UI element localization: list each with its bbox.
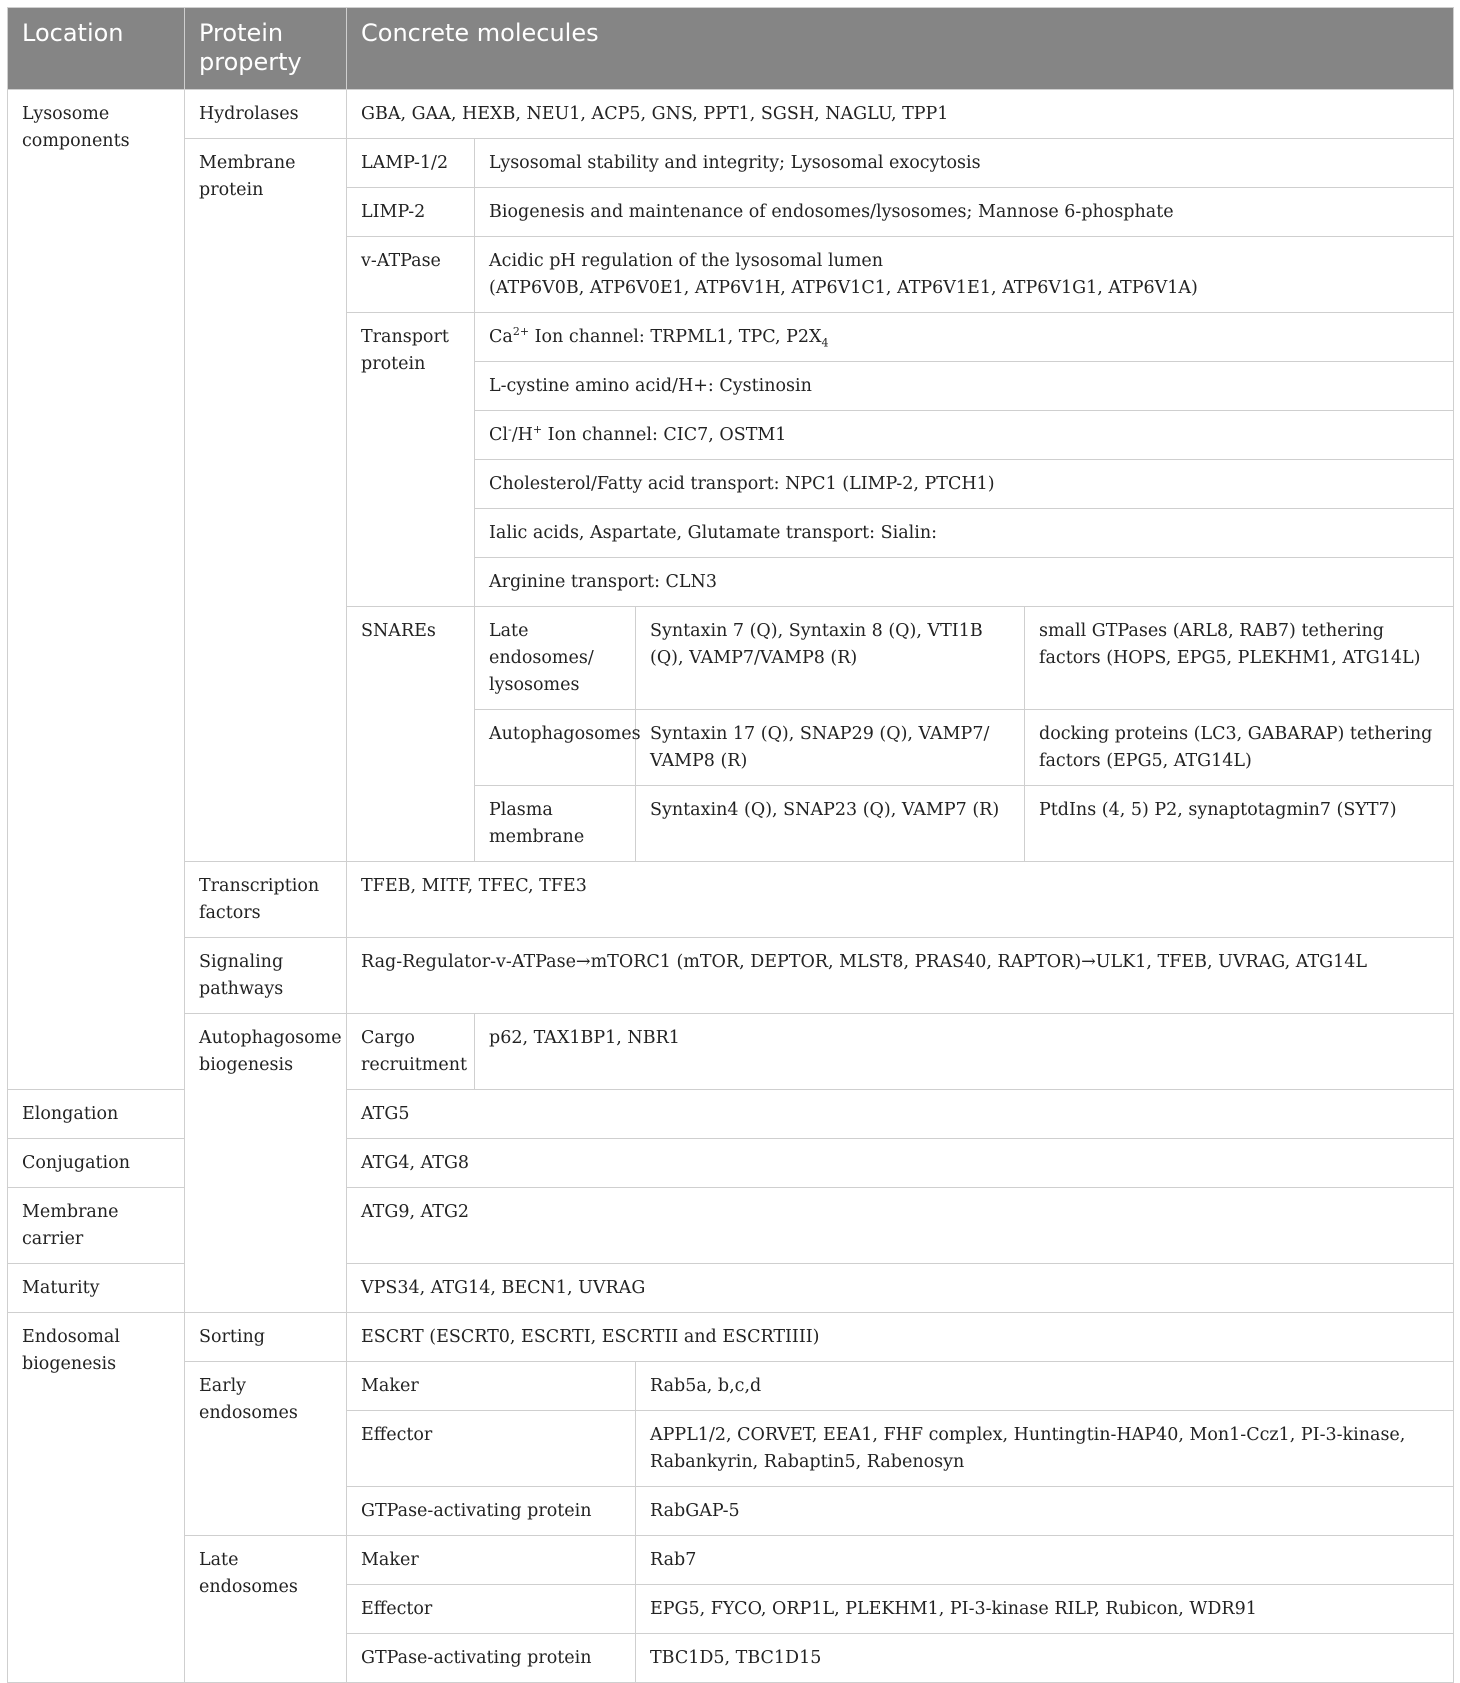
snare-factors-cell: PtdIns (4, 5) P2, synaptotagmin7 (SYT7) <box>1025 786 1454 862</box>
table-row <box>8 1362 1454 1411</box>
molecules-cell: Lysosomal stability and integrity; Lysosomal exocytosis <box>475 139 1454 188</box>
snare-molecules-cell: Syntaxin 17 (Q), SNAP29 (Q), VAMP7/ VAMP8 (R) <box>636 710 1025 786</box>
cl-text: Ion channel: CIC7, OSTM1 <box>542 425 787 445</box>
snare-location-cell: Late endosomes/ lysosomes <box>475 607 636 710</box>
molecules-cell: RabGAP-5 <box>636 1487 1454 1536</box>
location-cell: Autophagosome biogenesis <box>185 1014 347 1313</box>
molecules-cell: Rab7 <box>636 1536 1454 1585</box>
snare-factors-cell: docking proteins (LC3, GABARAP) tethering factors (EPG5, ATG14L) <box>1025 710 1454 786</box>
property-cell: Cargo recruitment <box>347 1014 475 1090</box>
molecules-line: Acidic pH regulation of the lysosomal lumen <box>489 251 884 271</box>
ca-prefix: Ca <box>489 327 513 347</box>
molecules-cell: Rab5a, b,c,d <box>636 1362 1454 1411</box>
molecules-cell <box>475 411 1454 460</box>
molecules-cell: GBA, GAA, HEXB, NEU1, ACP5, GNS, PPT1, SGSH, NAGLU, TPP1 <box>347 90 1454 139</box>
location-cell: Lysosome components <box>8 90 185 1090</box>
table-row <box>8 1313 1454 1362</box>
molecules-line: (ATP6V0B, ATP6V0E1, ATP6V1H, ATP6V1C1, ATP6V1E1, ATP6V1G1, ATP6V1A) <box>489 278 1198 298</box>
molecules-cell: Biogenesis and maintenance of endosomes/lysosomes; Mannose 6-phosphate <box>475 188 1454 237</box>
molecules-cell: p62, TAX1BP1, NBR1 <box>475 1014 1454 1090</box>
header-location: Location <box>8 8 185 90</box>
subproperty-cell: Effector <box>347 1585 636 1634</box>
table-row <box>8 139 1454 188</box>
subproperty-cell: Maker <box>347 1362 636 1411</box>
subproperty-cell: LAMP-1/2 <box>347 139 475 188</box>
property-cell: Elongation <box>8 1090 185 1139</box>
h-superscript: + <box>532 423 543 437</box>
property-cell: Sorting <box>185 1313 347 1362</box>
property-cell: Conjugation <box>8 1139 185 1188</box>
subproperty-cell: GTPase-activating protein <box>347 1634 636 1683</box>
cl-superscript: - <box>508 423 512 437</box>
snare-molecules-cell: Syntaxin4 (Q), SNAP23 (Q), VAMP7 (R) <box>636 786 1025 862</box>
molecules-cell <box>475 313 1454 362</box>
table-row <box>8 90 1454 139</box>
cl-prefix: Cl <box>489 425 508 445</box>
property-cell: Late endosomes <box>185 1536 347 1683</box>
table-row <box>8 1014 1454 1090</box>
table-row <box>8 938 1454 1014</box>
molecules-cell: TBC1D5, TBC1D15 <box>636 1634 1454 1683</box>
molecules-cell: ATG5 <box>347 1090 1454 1139</box>
table-row <box>8 862 1454 938</box>
molecules-cell: ATG4, ATG8 <box>347 1139 1454 1188</box>
header-protein-property: Protein property <box>185 8 347 90</box>
subproperty-cell: SNAREs <box>347 607 475 862</box>
subproperty-cell: Effector <box>347 1411 636 1487</box>
molecules-cell: Ialic acids, Aspartate, Glutamate transport: Sialin: <box>475 509 1454 558</box>
property-cell: Early endosomes <box>185 1362 347 1536</box>
molecules-cell: APPL1/2, CORVET, EEA1, FHF complex, Huntingtin-HAP40, Mon1-Ccz1, PI-3-kinase, Rabankyrin, Rabaptin5, Rabenosyn <box>636 1411 1454 1487</box>
molecules-cell: EPG5, FYCO, ORP1L, PLEKHM1, PI-3-kinase RILP, Rubicon, WDR91 <box>636 1585 1454 1634</box>
subproperty-cell: GTPase-activating protein <box>347 1487 636 1536</box>
molecules-cell: Cholesterol/Fatty acid transport: NPC1 (LIMP-2, PTCH1) <box>475 460 1454 509</box>
snare-factors-cell: small GTPases (ARL8, RAB7) tethering factors (HOPS, EPG5, PLEKHM1, ATG14L) <box>1025 607 1454 710</box>
ca-text: Ion channel: TRPML1, TPC, P2X <box>529 327 822 347</box>
property-cell: Membrane protein <box>185 139 347 862</box>
molecules-cell: L-cystine amino acid/H+: Cystinosin <box>475 362 1454 411</box>
ca-superscript: 2+ <box>512 325 530 339</box>
subproperty-cell: LIMP-2 <box>347 188 475 237</box>
property-cell: Maturity <box>8 1264 185 1313</box>
ca-subscript: 4 <box>821 336 829 350</box>
header-row <box>8 8 1454 90</box>
molecule-table <box>7 7 1454 1683</box>
property-cell: Transcription factors <box>185 862 347 938</box>
molecules-cell: TFEB, MITF, TFEC, TFE3 <box>347 862 1454 938</box>
snare-molecules-cell: Syntaxin 7 (Q), Syntaxin 8 (Q), VTI1B (Q), VAMP7/VAMP8 (R) <box>636 607 1025 710</box>
molecules-cell: Arginine transport: CLN3 <box>475 558 1454 607</box>
molecules-cell: ATG9, ATG2 <box>347 1188 1454 1264</box>
snare-location-cell: Autophagosomes <box>475 710 636 786</box>
property-cell: Hydrolases <box>185 90 347 139</box>
subproperty-cell: Maker <box>347 1536 636 1585</box>
cl-mid: /H <box>511 425 533 445</box>
table-row <box>8 1536 1454 1585</box>
property-cell: Signaling pathways <box>185 938 347 1014</box>
snare-location-cell: Plasma membrane <box>475 786 636 862</box>
location-cell: Endosomal biogenesis <box>8 1313 185 1683</box>
property-cell: Membrane carrier <box>8 1188 185 1264</box>
molecules-cell: ESCRT (ESCRT0, ESCRTI, ESCRTII and ESCRTIIII) <box>347 1313 1454 1362</box>
subproperty-cell: v-ATPase <box>347 237 475 313</box>
molecules-cell: Rag-Regulator-v-ATPase→mTORC1 (mTOR, DEPTOR, MLST8, PRAS40, RAPTOR)→ULK1, TFEB, UVRAG, ATG14L <box>347 938 1454 1014</box>
subproperty-cell: Transport protein <box>347 313 475 607</box>
molecules-cell: VPS34, ATG14, BECN1, UVRAG <box>347 1264 1454 1313</box>
molecules-cell <box>475 237 1454 313</box>
header-concrete-molecules: Concrete molecules <box>347 8 1454 90</box>
